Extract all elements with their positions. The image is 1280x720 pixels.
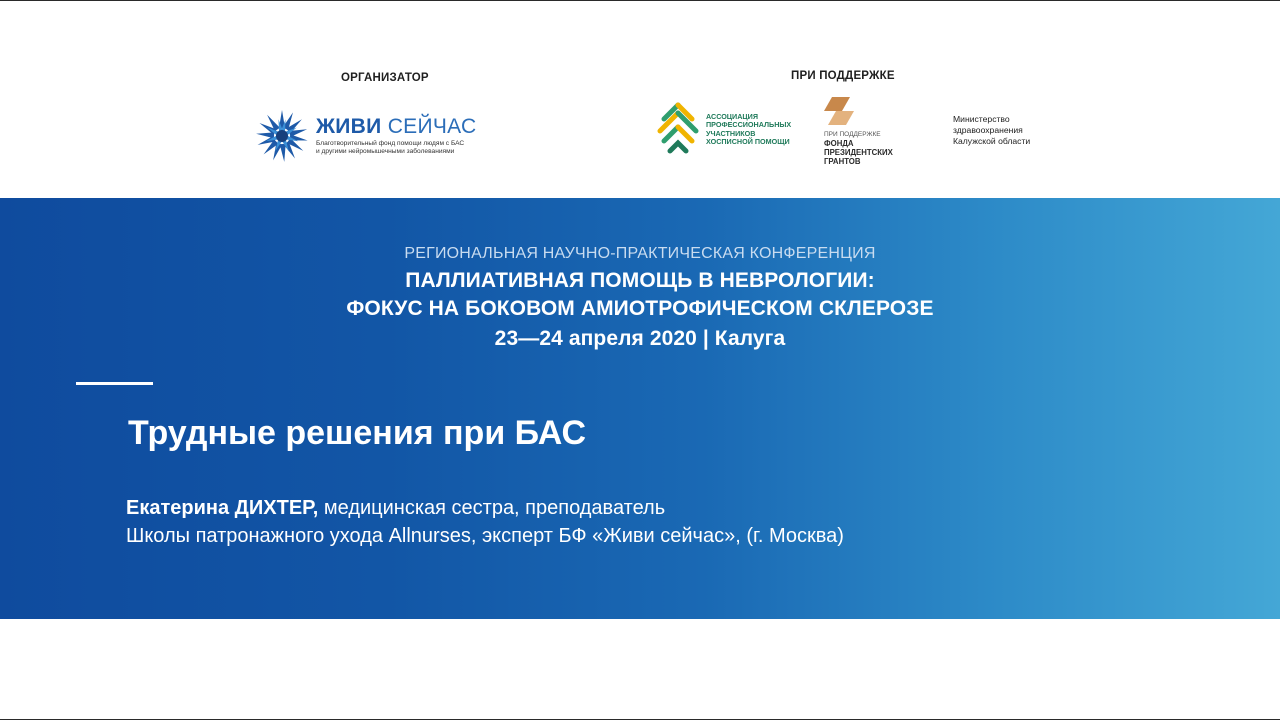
organizer-subtitle-line1: Благотворительный фонд помощи людям с БАС [316,140,465,147]
talk-title: Трудные решения при БАС [128,414,587,452]
organizer-name-light: СЕЙЧАС [387,115,477,138]
organizer-label: ОРГАНИЗАТОР [341,72,429,84]
organizer-logo [252,107,492,167]
footer-strip [0,619,1280,720]
speaker-line1 [126,494,844,522]
organizer-subtitle [316,140,464,155]
fund-name: ФОНДА ПРЕЗИДЕНТСКИХ ГРАНТОВ [824,139,893,166]
speaker-name: Екатерина ДИХТЕР, [126,497,319,519]
ministry-name: Министерство здравоохранения Калужской области [953,114,1031,146]
organizer-subtitle-line2: и другими нейромышечными заболеваниями [316,147,455,155]
conference-banner [0,198,1280,619]
conference-title-line1: ПАЛЛИАТИВНАЯ ПОМОЩЬ В НЕВРОЛОГИИ: [405,269,875,292]
association-leaf-icon [656,101,702,155]
fund-small-label: ПРИ ПОДДЕРЖКЕ [824,131,881,138]
organizer-name [316,115,476,139]
organizer-name-bold: ЖИВИ [316,115,382,138]
presidential-grants-icon [822,97,858,127]
conference-title-line2: ФОКУС НА БОКОВОМ АМИОТРОФИЧЕСКОМ СКЛЕРОЗЕ [346,297,934,320]
association-name: АССОЦИАЦИЯ ПРОФЕССИОНАЛЬНЫХ УЧАСТНИКОВ ХОСПИСНОЙ ПОМОЩИ [706,112,792,147]
cornflower-icon [252,107,312,165]
speaker-info [126,494,844,550]
presidential-grants-logo [822,97,932,171]
association-logo [656,101,796,161]
speaker-role: медицинская сестра, преподаватель [318,497,666,519]
support-label: ПРИ ПОДДЕРЖКЕ [791,70,895,82]
conference-subtitle: РЕГИОНАЛЬНАЯ НАУЧНО-ПРАКТИЧЕСКАЯ КОНФЕРЕНЦИЯ [404,245,876,262]
divider-line [76,382,153,385]
header-strip [0,0,1280,198]
speaker-line2: Школы патронажного ухода Allnurses, эксперт БФ «Живи сейчас», (г. Москва) [126,525,844,547]
conference-date-place: 23—24 апреля 2020 | Калуга [494,327,786,350]
